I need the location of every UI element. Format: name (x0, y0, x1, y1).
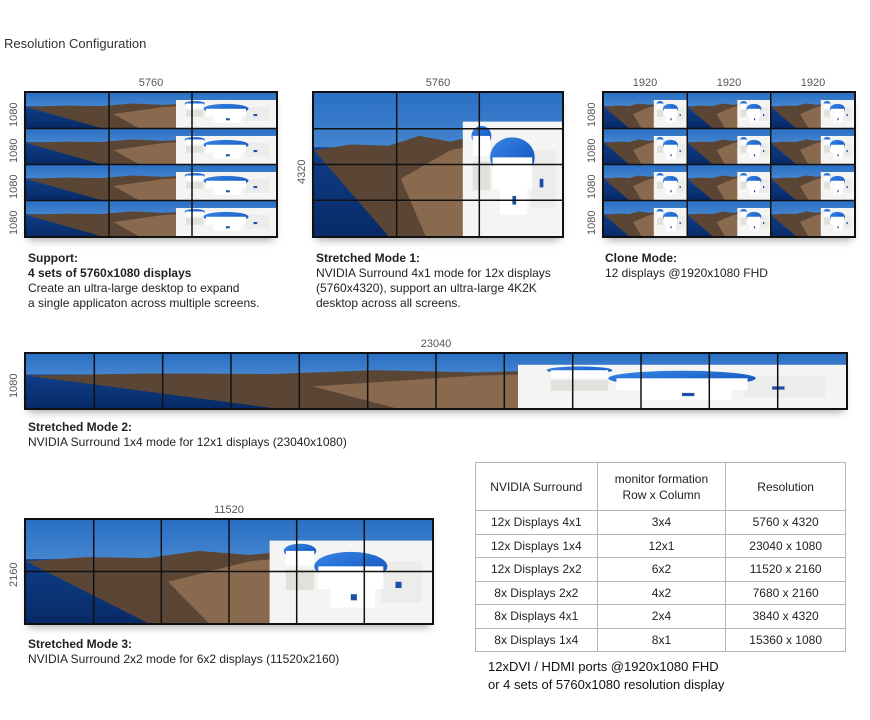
wall3-caption-title: Clone Mode: (605, 251, 677, 265)
cell-formation: 8x1 (597, 628, 726, 652)
wall2-caption-line-1: NVIDIA Surround 4x1 mode for 12x displays (316, 266, 551, 280)
cell-resolution: 5760 x 4320 (726, 511, 846, 535)
cell-formation: 3x4 (597, 511, 726, 535)
cell-resolution: 11520 x 2160 (726, 558, 846, 582)
wall3-caption (605, 251, 845, 281)
cell-formation: 2x4 (597, 605, 726, 629)
wall1-height-label-4: 1080 (8, 210, 20, 235)
table-row (476, 628, 846, 652)
cell-surround: 12x Displays 4x1 (476, 511, 598, 535)
wall4-caption-line-1: NVIDIA Surround 1x4 mode for 12x1 displays (23040x1080) (28, 435, 347, 449)
cell-surround: 12x Displays 1x4 (476, 534, 598, 558)
table-row (476, 511, 846, 535)
cell-surround: 8x Displays 2x2 (476, 581, 598, 605)
wall5-caption-title: Stretched Mode 3: (28, 637, 133, 651)
wall5-width-label: 11520 (214, 504, 244, 516)
wall4-caption-title: Stretched Mode 2: (28, 420, 133, 434)
table-row (476, 534, 846, 558)
cell-surround: 12x Displays 2x2 (476, 558, 598, 582)
wall4-height-label: 1080 (8, 373, 20, 398)
cell-formation: 6x2 (597, 558, 726, 582)
wall3-width-label-2: 1920 (716, 77, 742, 89)
cell-resolution: 23040 x 1080 (726, 534, 846, 558)
wall3-display-array (602, 91, 856, 238)
wall3-height-label-3: 1080 (586, 174, 598, 199)
wall2-height-label: 4320 (296, 159, 308, 184)
wall2-caption (316, 251, 586, 311)
wall3-height-label-1: 1080 (586, 102, 598, 127)
cell-resolution: 3840 x 4320 (726, 605, 846, 629)
wall2-caption-line-2: (5760x4320), support an ultra-large 4K2K (316, 281, 537, 295)
wall3-height-label-4: 1080 (586, 210, 598, 235)
table-row (476, 605, 846, 629)
wall1-height-label-1: 1080 (8, 102, 20, 127)
cell-formation: 4x2 (597, 581, 726, 605)
table-header-row (476, 463, 846, 511)
wall3-width-label-1: 1920 (632, 77, 658, 89)
cell-formation: 12x1 (597, 534, 726, 558)
cell-resolution: 15360 x 1080 (726, 628, 846, 652)
wall1-display-array (24, 91, 278, 238)
wall2-display-array (312, 91, 564, 238)
wall5-height-label: 2160 (8, 562, 20, 587)
wall2-caption-title: Stretched Mode 1: (316, 251, 421, 265)
cell-resolution: 7680 x 2160 (726, 581, 846, 605)
wall4-display-array (24, 352, 848, 410)
wall1-caption-subtitle: 4 sets of 5760x1080 displays (28, 266, 192, 280)
header-monitor-formation: monitor formation Row x Column (597, 463, 726, 511)
page-title: Resolution Configuration (4, 36, 147, 51)
header-resolution: Resolution (726, 463, 846, 511)
wall4-width-label: 23040 (420, 338, 452, 350)
wall1-caption (28, 251, 308, 311)
wall4-caption (28, 420, 448, 450)
wall1-caption-line-1: Create an ultra-large desktop to expand (28, 281, 240, 295)
wall3-width-label-3: 1920 (800, 77, 826, 89)
wall1-caption-line-2: a single applicaton across multiple screens. (28, 296, 260, 310)
ports-note (488, 658, 858, 694)
wall1-caption-title: Support: (28, 251, 78, 265)
ports-note-line-2: or 4 sets of 5760x1080 resolution display (488, 677, 725, 692)
wall1-width-label: 5760 (138, 77, 164, 89)
wall3-caption-line-1: 12 displays @1920x1080 FHD (605, 266, 768, 280)
wall5-caption (28, 637, 448, 667)
wall1-height-label-2: 1080 (8, 138, 20, 163)
wall1-height-label-3: 1080 (8, 174, 20, 199)
cell-surround: 8x Displays 1x4 (476, 628, 598, 652)
table-row (476, 558, 846, 582)
header-nvidia-surround: NVIDIA Surround (476, 463, 598, 511)
wall2-caption-line-3: desktop across all screens. (316, 296, 461, 310)
wall3-height-label-2: 1080 (586, 138, 598, 163)
wall5-caption-line-1: NVIDIA Surround 2x2 mode for 6x2 displays (11520x2160) (28, 652, 340, 666)
table-row (476, 581, 846, 605)
wall2-width-label: 5760 (425, 77, 451, 89)
cell-surround: 8x Displays 4x1 (476, 605, 598, 629)
resolution-table (475, 462, 846, 652)
wall5-display-array (24, 518, 434, 625)
ports-note-line-1: 12xDVI / HDMI ports @1920x1080 FHD (488, 659, 719, 674)
